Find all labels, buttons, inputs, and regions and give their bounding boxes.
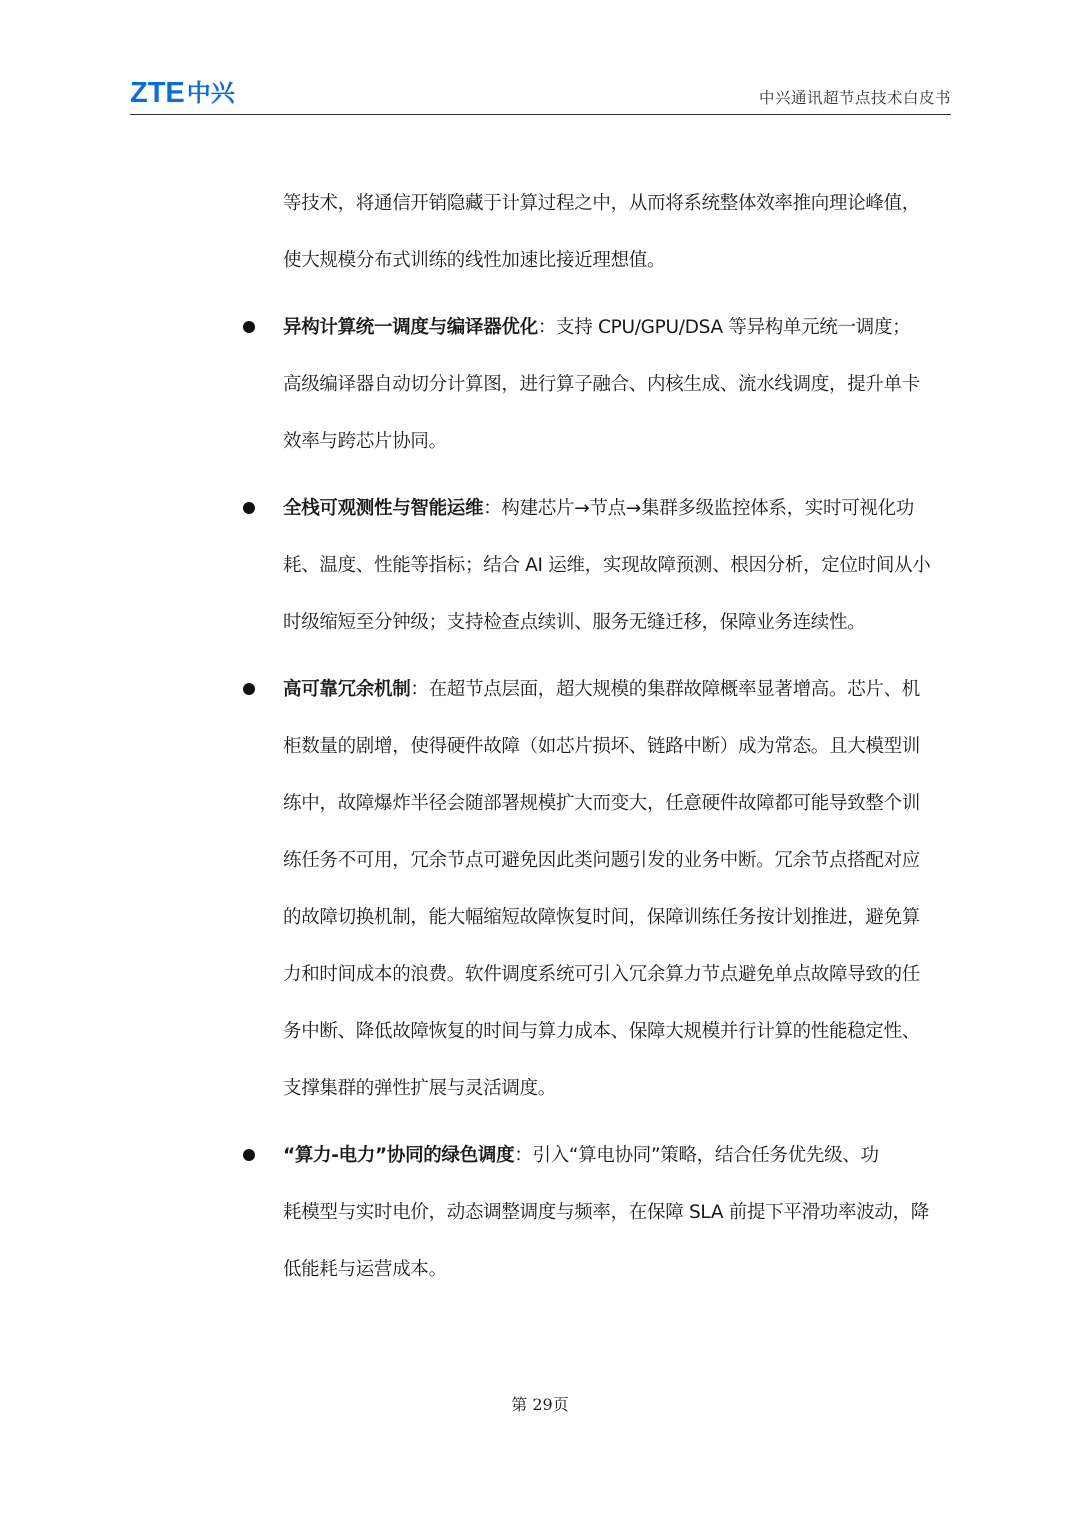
term-separator: ： xyxy=(514,1145,533,1166)
item-line-text: 引入“算电协同”策略，结合任务优先级、功 xyxy=(532,1145,879,1166)
item-line: 务中断、降低故障恢复的时间与算力成本、保障大规模并行计算的性能稳定性、 xyxy=(283,1021,921,1042)
intro-line: 使大规模分布式训练的线性加速比接近理想值。 xyxy=(283,250,666,271)
item-line-text: 在超节点层面，超大规模的集群故障概率显著增高。芯片、机 xyxy=(428,679,921,700)
item-line: 的故障切换机制，能大幅缩短故障恢复时间，保障训练任务按计划推进，避免算 xyxy=(283,907,921,928)
item-term: “算力-电力”协同的绿色调度 xyxy=(283,1145,515,1166)
item-line: 耗、温度、性能等指标；结合 AI 运维，实现故障预测、根因分析，定位时间从小 xyxy=(283,555,931,576)
item-line: 高级编译器自动切分计算图，进行算子融合、内核生成、流水线调度，提升单卡 xyxy=(283,374,921,395)
item-term: 异构计算统一调度与编译器优化 xyxy=(283,317,538,338)
item-line: 时级缩短至分钟级；支持检查点续训、服务无缝迁移，保障业务连续性。 xyxy=(283,612,866,633)
item-line: 支撑集群的弹性扩展与灵活调度。 xyxy=(283,1078,557,1099)
intro-line: 等技术，将通信开销隐藏于计算过程之中，从而将系统整体效率推向理论峰值， xyxy=(283,193,921,214)
item-line: 低能耗与运营成本。 xyxy=(283,1259,447,1280)
term-separator: ： xyxy=(410,679,429,700)
item-line xyxy=(283,1127,953,1184)
item-line-text: 支持 CPU/GPU/DSA 等异构单元统一调度； xyxy=(556,317,911,338)
item-line-text: 构建芯片→节点→集群多级监控体系，实时可视化功 xyxy=(501,498,915,519)
logo-cjk-text: 中兴 xyxy=(186,79,235,107)
body-content xyxy=(283,175,953,1298)
item-line: 效率与跨芯片协同。 xyxy=(283,431,447,452)
logo-latin-text: ZTE xyxy=(130,77,185,109)
item-line: 柜数量的剧增，使得硬件故障（如芯片损坏、链路中断）成为常态。且大模型训 xyxy=(283,736,921,757)
bullet-dot-icon xyxy=(243,321,255,333)
bullet-item-redundancy xyxy=(283,661,953,1117)
item-term: 全栈可观测性与智能运维 xyxy=(283,498,484,519)
item-line xyxy=(283,480,953,537)
document-title: 中兴通讯超节点技术白皮书 xyxy=(758,89,951,107)
page-number: 第 29页 xyxy=(511,1395,569,1414)
term-separator: ： xyxy=(537,317,557,338)
zte-logo xyxy=(130,76,235,110)
bullet-item-observability xyxy=(283,480,953,651)
page-header xyxy=(130,70,951,115)
bullet-dot-icon xyxy=(243,502,255,514)
item-line: 练中，故障爆炸半径会随部署规模扩大而变大，任意硬件故障都可能导致整个训 xyxy=(283,793,921,814)
item-line xyxy=(283,299,953,356)
item-term: 高可靠冗余机制 xyxy=(283,679,411,700)
item-line: 练任务不可用，冗余节点可避免因此类问题引发的业务中断。冗余节点搭配对应 xyxy=(283,850,921,871)
bullet-item-green-scheduling xyxy=(283,1127,953,1298)
bullet-item-heterogeneous-scheduling xyxy=(283,299,953,470)
term-separator: ： xyxy=(483,498,502,519)
bullet-dot-icon xyxy=(243,1149,255,1161)
item-line xyxy=(283,661,953,718)
bullet-dot-icon xyxy=(243,683,255,695)
item-line: 耗模型与实时电价，动态调整调度与频率，在保障 SLA 前提下平滑功率波动，降 xyxy=(283,1202,929,1223)
item-line: 力和时间成本的浪费。软件调度系统可引入冗余算力节点避免单点故障导致的任 xyxy=(283,964,921,985)
